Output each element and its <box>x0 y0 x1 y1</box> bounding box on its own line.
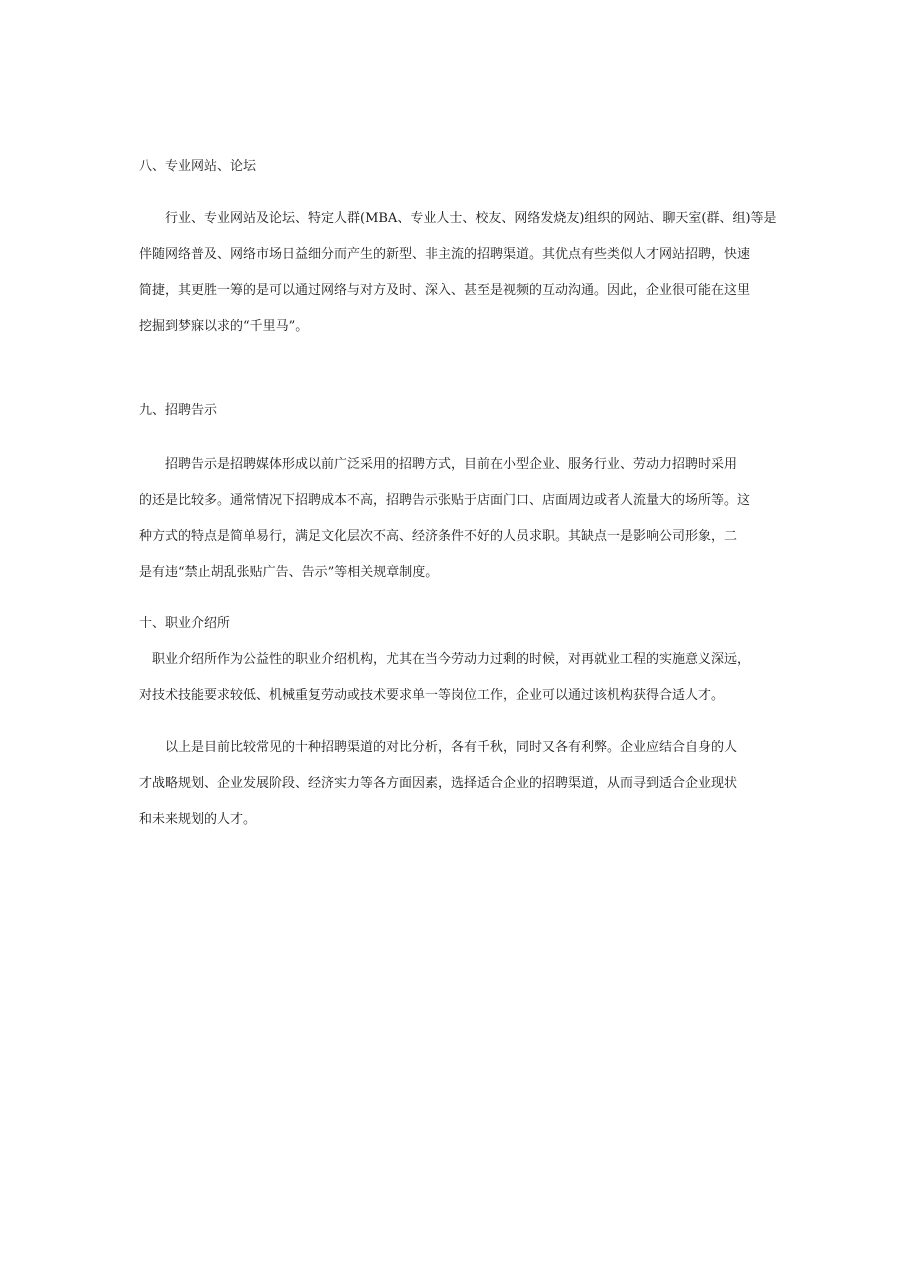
paragraph-line: 的还是比较多。通常情况下招聘成本不高，招聘告示张贴于店面门口、店面周边或者人流量大的场所等。这 <box>139 493 751 508</box>
paragraph-line: 对技术技能要求较低、机械重复劳动或技术要求单一等岗位工作，企业可以通过该机构获得合适人才。 <box>139 688 725 703</box>
paragraph-line: 和未来规划的人才。 <box>139 812 257 827</box>
paragraph-line: 是有违“禁止胡乱张贴广告、告示”等相关规章制度。 <box>139 565 439 580</box>
paragraph-line: 简捷，其更胜一筹的是可以通过网络与对方及时、深入、甚至是视频的互动沟通。因此，企业很可能在这里 <box>139 283 751 298</box>
section-heading-9: 九、招聘告示 <box>139 403 218 418</box>
paragraph-line: 种方式的特点是简单易行，满足文化层次不高、经济条件不好的人员求职。其缺点一是影响公司形象，二 <box>139 529 738 544</box>
paragraph-line: 以上是目前比较常见的十种招聘渠道的对比分析，各有千秋，同时又各有利弊。企业应结合自身的人 <box>165 740 738 755</box>
conclusion-paragraph <box>139 740 779 828</box>
paragraph-line: 招聘告示是招聘媒体形成以前广泛采用的招聘方式，目前在小型企业、服务行业、劳动力招聘时采用 <box>165 457 738 472</box>
paragraph-line: 行业、专业网站及论坛、特定人群(MBA、专业人士、校友、网络发烧友)组织的网站、聊天室(群、组)等是 <box>165 211 777 226</box>
paragraph-line: 才战略规划、企业发展阶段、经济实力等各方面因素，选择适合企业的招聘渠道，从而寻到适合企业现状 <box>139 776 738 791</box>
section-paragraph-8 <box>139 211 779 335</box>
section-heading-8: 八、专业网站、论坛 <box>139 159 257 174</box>
section-paragraph-9 <box>139 457 779 581</box>
paragraph-line: 伴随网络普及、网络市场日益细分而产生的新型、非主流的招聘渠道。其优点有些类似人才网站招聘，快速 <box>139 247 751 262</box>
paragraph-line: 挖掘到梦寐以求的“千里马”。 <box>139 319 309 334</box>
section-heading-10: 十、职业介绍所 <box>139 616 231 631</box>
paragraph-line: 职业介绍所作为公益性的职业介绍机构，尤其在当今劳动力过剩的时候，对再就业工程的实施意义深远， <box>152 652 751 667</box>
section-paragraph-10 <box>139 652 779 704</box>
